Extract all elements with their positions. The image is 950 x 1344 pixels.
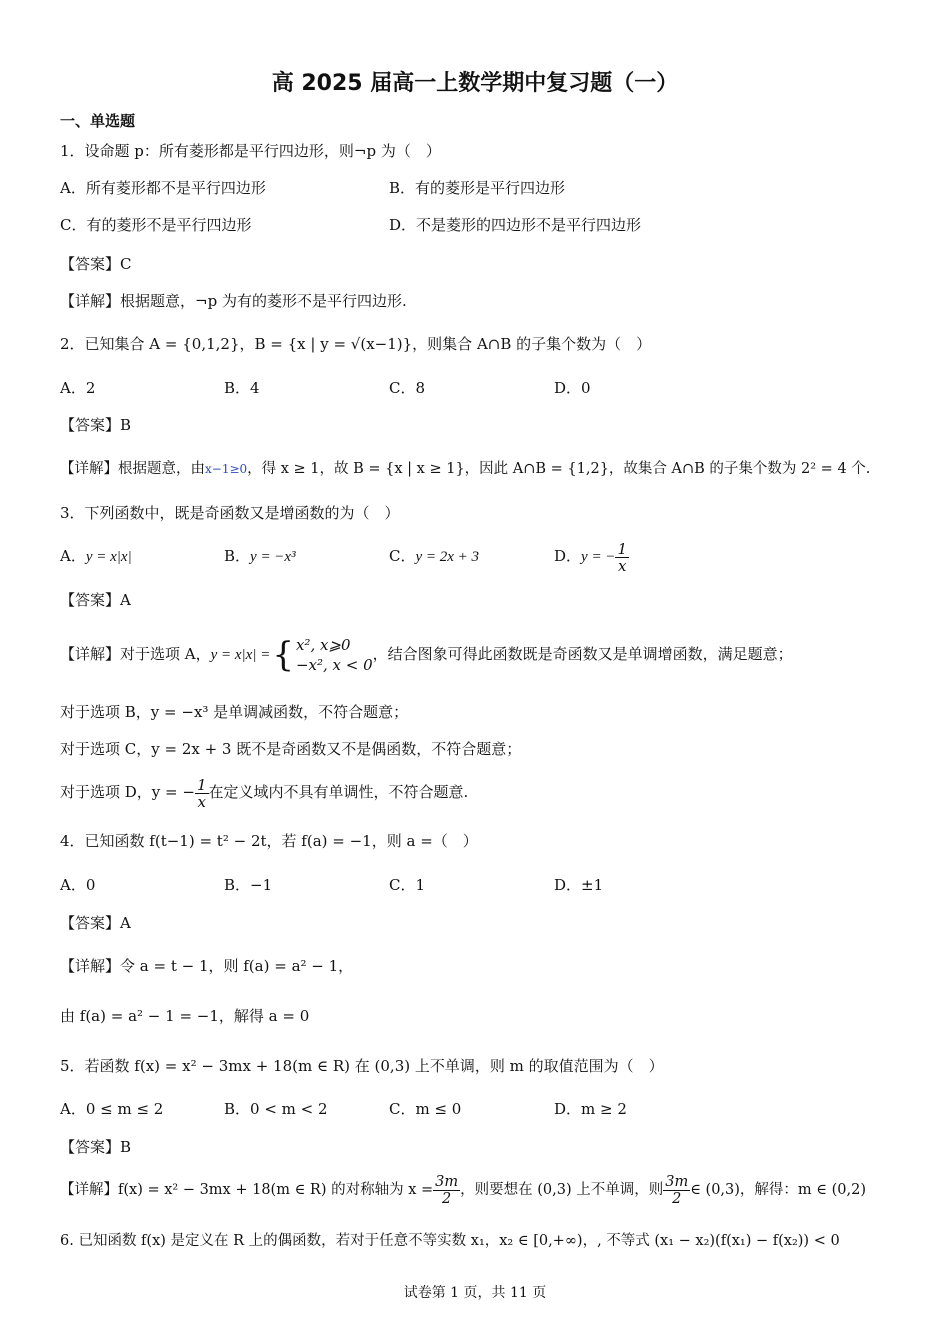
q4-stem: 4．已知函数 f(t−1) = t² − 2t，若 f(a) = −1，则 a =（ ） [60,832,478,850]
q4-option-b: B．−1 [224,876,273,894]
q2-option-a: A．2 [60,379,96,397]
q3-detail-d-post: 在定义域内不具有单调性，不符合题意. [208,783,469,801]
q4-answer: 【答案】A [60,914,131,932]
q2-option-c: C．8 [389,379,426,397]
q3-option-c-expr: y = 2x + 3 [415,549,480,565]
q4-option-a: A．0 [60,876,96,894]
q2-detail-post: ，得 x ≥ 1，故 B = {x | x ≥ 1}，因此 A∩B = {1,2}，故集合 A∩B 的子集个数为 2² = 4 个. [247,461,871,477]
q5-detail-fraction-1 [433,1174,460,1207]
q2-option-b: B．4 [224,379,260,397]
fraction-numerator: 1 [617,539,627,558]
q5-stem: 5．若函数 f(x) = x² − 3mx + 18(m ∈ R) 在 (0,3) 上不单调，则 m 的取值范围为（ ） [60,1057,664,1075]
q1-option-b: B．有的菱形是平行四边形 [389,179,566,197]
q5-detail-mid: ，则要想在 (0,3) 上不单调，则 [460,1182,664,1198]
piece-case-1: x², x⩾0 [295,636,351,654]
q3-detail-b: 对于选项 B，y = −x³ 是单调减函数，不符合题意； [60,703,409,721]
q4-detail-2: 由 f(a) = a² − 1 = −1，解得 a = 0 [60,1007,310,1025]
q2-option-d: D．0 [554,379,591,397]
q3-option-d-label: D． [554,547,582,565]
q3-option-c-label: C． [389,547,416,565]
q3-option-d-fraction [615,541,629,574]
q3-detail [60,632,793,677]
q3-option-c [389,546,479,567]
q2-detail-pre: 【详解】根据题意，由 [60,461,205,477]
q1-option-d: D．不是菱形的四边形不是平行四边形 [389,216,642,234]
q3-detail-pre: 【详解】对于选项 A， [60,645,211,663]
q3-option-b [224,546,296,567]
q3-stem: 3．下列函数中，既是奇函数又是增函数的为（ ） [60,504,400,522]
q5-option-d: D．m ≥ 2 [554,1100,627,1118]
q5-option-c: C．m ≤ 0 [389,1100,462,1118]
q1-option-a: A．所有菱形都不是平行四边形 [60,179,266,197]
q5-answer: 【答案】B [60,1138,132,1156]
q1-stem: 1．设命题 p：所有菱形都是平行四边形，则¬p 为（ ） [60,142,441,160]
piecewise-cases [296,635,373,675]
fraction-numerator: 3m [435,1173,459,1190]
q1-option-c: C．有的菱形不是平行四边形 [60,216,252,234]
q3-option-b-label: B． [224,547,251,565]
q3-option-a-expr: y = x|x| [85,549,132,565]
q3-detail-expr: y = x|x| = [210,647,271,663]
q2-detail-condition: x−1≥0 [205,462,248,476]
brace-symbol: { [272,635,294,675]
q2-detail [60,459,870,479]
q5-detail-pre: 【详解】f(x) = x² − 3mx + 18(m ∈ R) 的对称轴为 x = [60,1182,434,1198]
fraction-denominator: 2 [442,1190,452,1207]
page-title: 高 2025 届高一上数学期中复习题（一） [271,71,679,96]
q3-option-a-label: A． [60,547,86,565]
q6-stem: 6. 已知函数 f(x) 是定义在 R 上的偶函数，若对于任意不等实数 x₁，x₂ ∈ [0,+∞)，, 不等式 (x₁ − x₂)(f(x₁) − f(x₂)) < 0 [60,1233,840,1249]
q3-option-b-expr: y = −x³ [250,549,296,565]
q4-option-c: C．1 [389,876,426,894]
q3-option-a [60,546,132,567]
q5-detail-post: ∈ (0,3)，解得：m ∈ (0,2) [690,1182,866,1198]
q2-answer: 【答案】B [60,416,132,434]
fraction-numerator: 3m [665,1173,689,1190]
q2-stem: 2．已知集合 A = {0,1,2}，B = {x | y = √(x−1)}，则集合 A∩B 的子集个数为（ ） [60,335,652,353]
q3-option-d-expr: y = − [581,549,616,565]
fraction-denominator: x [197,792,206,811]
q1-answer: 【答案】C [60,255,132,273]
piece-case-2: −x², x < 0 [295,656,373,674]
q4-option-d: D．±1 [554,876,604,894]
q5-detail-fraction-2 [663,1174,690,1207]
q3-option-d [554,536,629,577]
page-footer: 试卷第 1 页，共 11 页 [403,1285,547,1301]
q5-option-a: A．0 ≤ m ≤ 2 [60,1100,164,1118]
q3-detail-c: 对于选项 C，y = 2x + 3 既不是奇函数又不是偶函数，不符合题意； [60,740,522,758]
section-heading: 一、单选题 [60,112,136,130]
q4-detail-1: 【详解】令 a = t − 1，则 f(a) = a² − 1， [60,957,354,975]
q3-detail-d [60,772,468,812]
q5-option-b: B．0 < m < 2 [224,1100,328,1118]
fraction-denominator: x [617,556,627,575]
q5-detail [60,1170,866,1210]
q3-detail-post: ，结合图象可得此函数既是奇函数又是单调增函数，满足题意； [372,645,793,663]
q1-detail: 【详解】根据题意，¬p 为有的菱形不是平行四边形. [60,292,407,310]
fraction-denominator: 2 [672,1190,682,1207]
q3-detail-d-pre: 对于选项 D，y = − [60,783,195,801]
q3-detail-d-fraction [195,777,209,810]
q3-answer: 【答案】A [60,591,131,609]
fraction-numerator: 1 [196,775,207,794]
